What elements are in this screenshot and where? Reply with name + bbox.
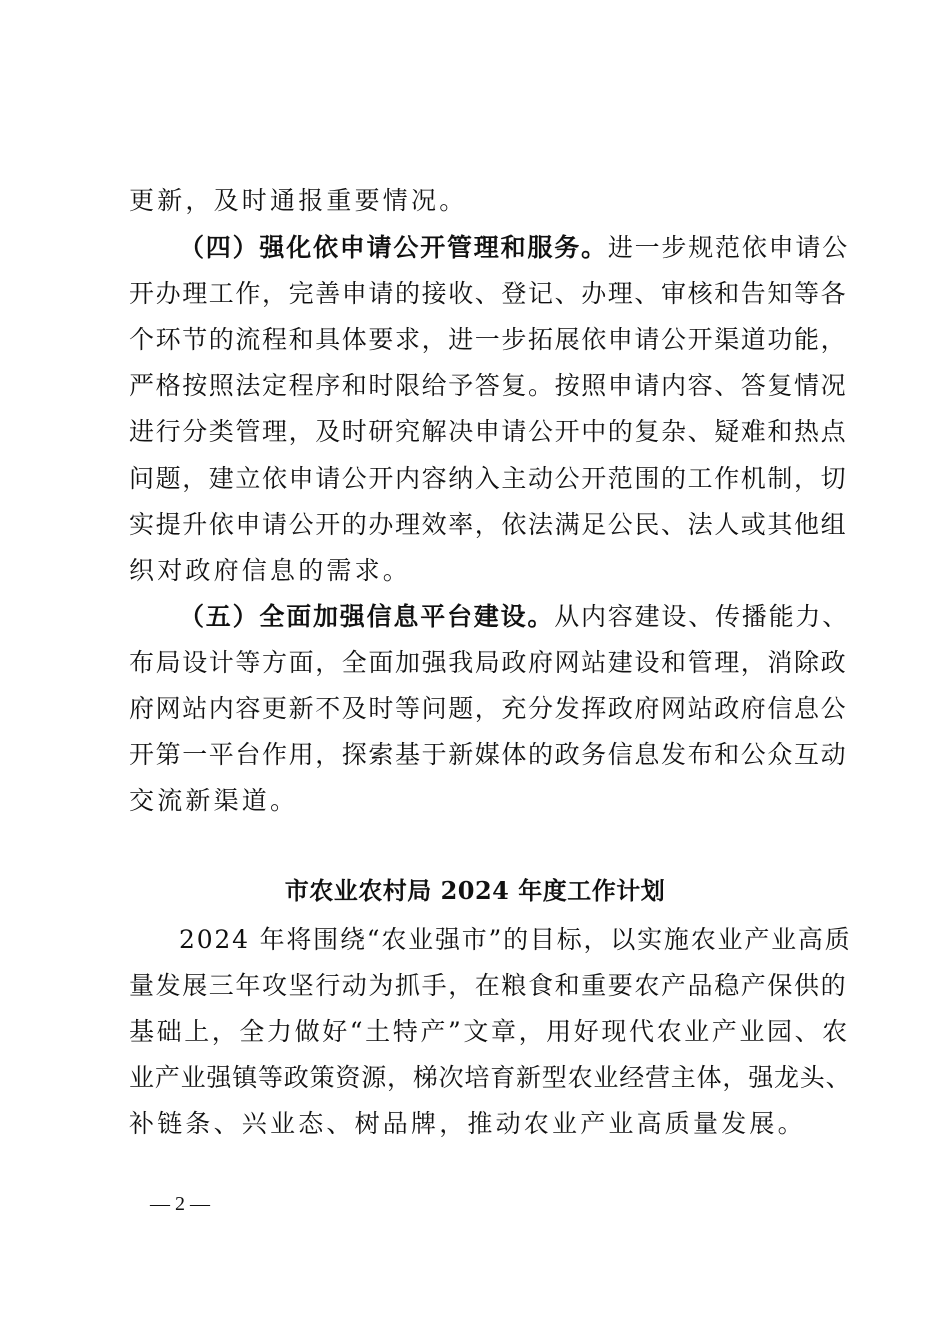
paragraph-line: 交流新渠道。 <box>129 786 299 815</box>
paragraph-first-line <box>179 602 849 632</box>
section-heading-five: （五）全面加强信息平台建设。 <box>179 602 555 631</box>
paragraph-line: 业产业强镇等政策资源，梯次培育新型农业经营主体，强龙头、 <box>129 1063 852 1092</box>
paragraph-line: 更新，及时通报重要情况。 <box>129 186 468 215</box>
paragraph-text: 进一步规范依申请公 <box>607 233 850 262</box>
paragraph-first-line <box>179 233 849 263</box>
paragraph-first-line: 2024 年将围绕“农业强市”的目标，以实施农业产业高质 <box>179 925 852 954</box>
paragraph-line: 问题，建立依申请公开内容纳入主动公开范围的工作机制，切 <box>129 464 848 493</box>
paragraph-line: 开办理工作，完善申请的接收、登记、办理、审核和告知等各 <box>129 279 848 308</box>
paragraph-line: 布局设计等方面，全面加强我局政府网站建设和管理，消除政 <box>129 648 848 677</box>
paragraph-line: 基础上，全力做好“土特产”文章，用好现代农业产业园、农 <box>129 1017 850 1046</box>
paragraph-text: 从内容建设、传播能力、 <box>554 602 850 631</box>
paragraph-line: 实提升依申请公开的办理效率，依法满足公民、法人或其他组 <box>129 510 848 539</box>
paragraph-line: 府网站内容更新不及时等问题，充分发挥政府网站政府信息公 <box>129 694 848 723</box>
paragraph-line: 严格按照法定程序和时限给予答复。按照申请内容、答复情况 <box>129 371 848 400</box>
paragraph-line: 进行分类管理，及时研究解决申请公开中的复杂、疑难和热点 <box>129 417 848 446</box>
paragraph-line: 织对政府信息的需求。 <box>129 556 412 585</box>
paragraph-line: 个环节的流程和具体要求，进一步拓展依申请公开渠道功能， <box>129 325 848 354</box>
section-heading-four: （四）强化依申请公开管理和服务。 <box>179 233 608 262</box>
plan-title: 市农业农村局 2024 年度工作计划 <box>284 876 666 905</box>
page-number: — 2 — <box>150 1193 210 1215</box>
paragraph-line: 补链条、兴业态、树品牌，推动农业产业高质量发展。 <box>129 1109 806 1138</box>
paragraph-line: 开第一平台作用，探索基于新媒体的政务信息发布和公众互动 <box>129 740 848 769</box>
paragraph-line: 量发展三年攻坚行动为抓手，在粮食和重要农产品稳产保供的 <box>129 971 848 1000</box>
